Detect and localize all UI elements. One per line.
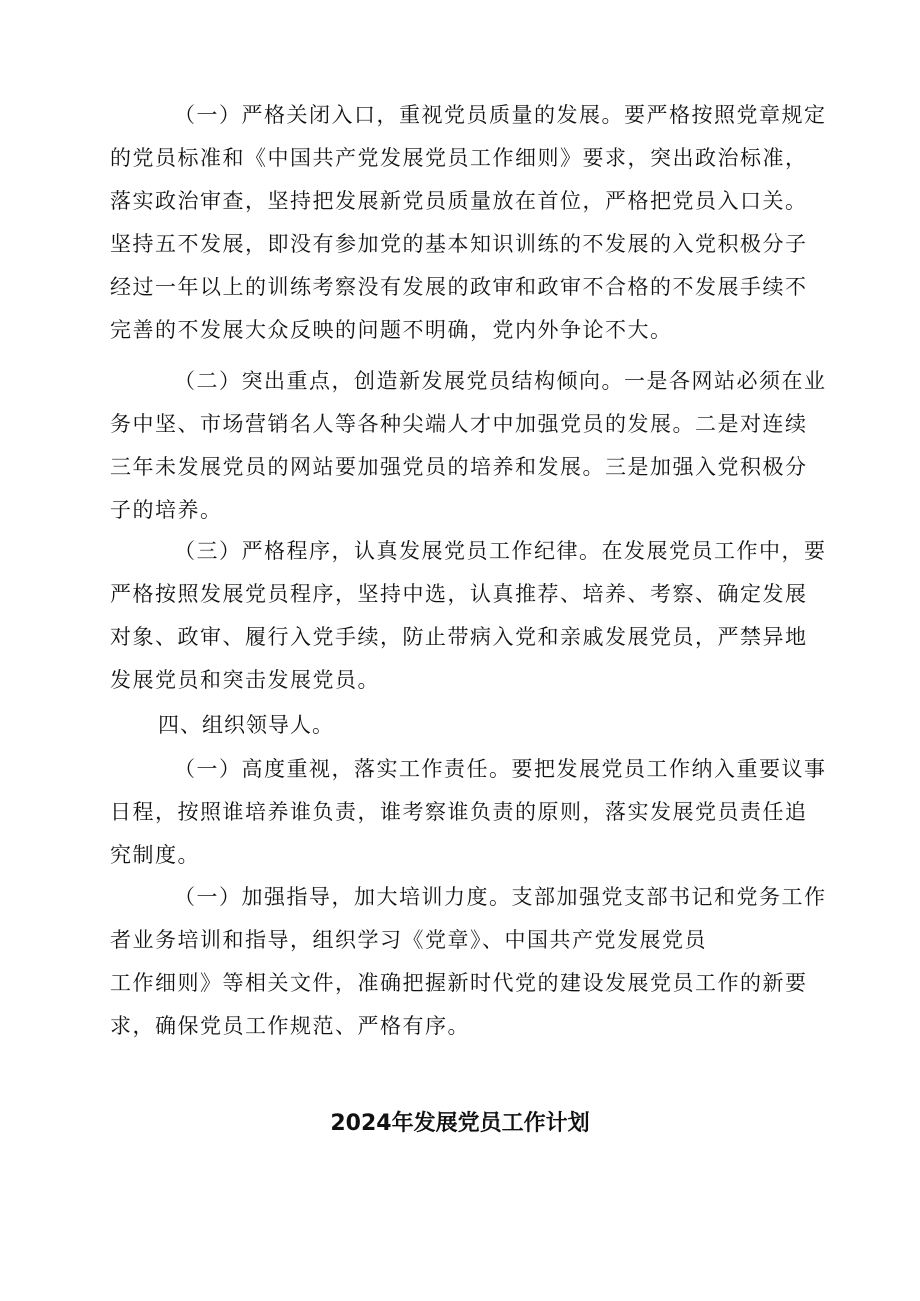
text-line: 子的培养。 [110, 498, 223, 522]
text-line: 对象、政审、履行入党手续，防止带病入党和亲戚发展党员，严禁异地 [110, 625, 808, 649]
text-line: 完善的不发展大众反映的问题不明确，党内外争论不大。 [110, 318, 673, 342]
text-line: 者业务培训和指导，组织学习《党章》、中国共产党发展党员 [110, 928, 707, 952]
text-line: （三）严格程序，认真发展党员工作纪律。在发展党员工作中，要 [174, 539, 827, 563]
text-line: 工作细则》等相关文件，准确把握新时代党的建设发展党员工作的新要 [110, 971, 808, 995]
text-line: 坚持五不发展，即没有参加党的基本知识训练的不发展的入党积极分子 [110, 232, 808, 256]
text-line: 的党员标准和《中国共产党发展党员工作细则》要求，突出政治标准， [110, 146, 808, 170]
text-line: （一）严格关闭入口，重视党员质量的发展。要严格按照党章规定 [174, 103, 827, 127]
text-line: 发展党员和突击发展党员。 [110, 668, 380, 692]
paragraph-strict-procedure [110, 530, 850, 702]
text-line: 日程，按照谁培养谁负责，谁考察谁负责的原则，落实发展党员责任追 [110, 800, 808, 824]
section-heading: 四、组织领导人。 [158, 713, 334, 737]
text-line: （一）高度重视，落实工作责任。要把发展党员工作纳入重要议事 [174, 757, 827, 781]
paragraph-strict-entry [110, 94, 850, 352]
paragraph-training [110, 876, 850, 1048]
next-document-title: 2024年发展党员工作计划 [330, 1111, 590, 1136]
text-line: 严格按照发展党员程序，坚持中选，认真推荐、培养、考察、确定发展 [110, 582, 808, 606]
text-line: 务中坚、市场营销名人等各种尖端人才中加强党员的发展。二是对连续 [110, 412, 808, 436]
text-line: 求，确保党员工作规范、严格有序。 [110, 1014, 470, 1038]
text-line: 落实政治审查，坚持把发展新党员质量放在首位，严格把党员入口关。 [110, 189, 808, 213]
text-line: 经过一年以上的训练考察没有发展的政审和政审不合格的不发展手续不 [110, 275, 808, 299]
text-line: （二）突出重点，创造新发展党员结构倾向。一是各网站必须在业 [174, 369, 827, 393]
text-line: （一）加强指导，加大培训力度。支部加强党支部书记和党务工作 [174, 885, 827, 909]
paragraph-highlight-focus [110, 360, 850, 532]
paragraph-responsibility [110, 748, 850, 877]
text-line: 究制度。 [110, 843, 200, 867]
text-line: 三年未发展党员的网站要加强党员的培养和发展。三是加强入党积极分 [110, 455, 808, 479]
